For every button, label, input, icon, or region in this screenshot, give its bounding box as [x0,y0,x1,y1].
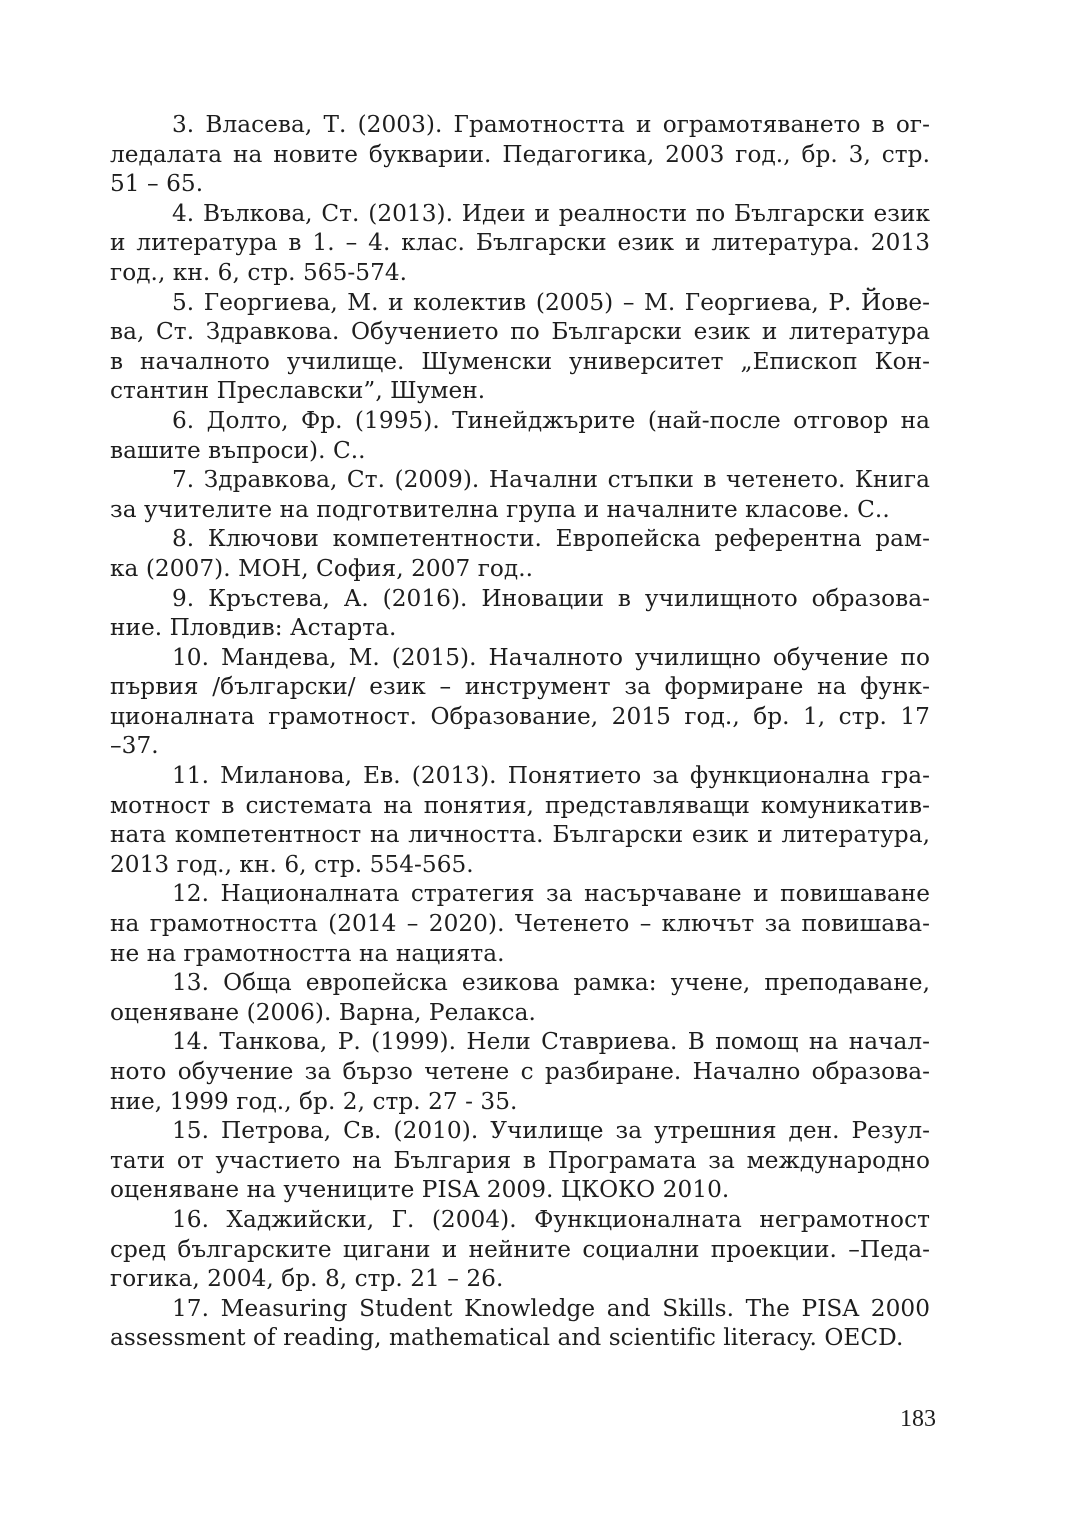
reference-line: 2013 год., кн. 6, стр. 554-565. [110,850,474,878]
reference-line: вашите въпроси). С.. [110,436,366,464]
reference-line: 16. Хаджийски, Г. (2004). Функционалната неграмотност [172,1205,930,1233]
page-number: 183 [900,1406,936,1432]
reference-line: ната компетентност на личността. Български език и литература, [110,821,930,849]
reference-line: 13. Обща европейска езикова рамка: учене, преподаване, [172,969,930,997]
reference-line: и литература в 1. – 4. клас. Български език и литература. 2013 [110,229,930,257]
reference-entry [110,524,930,583]
reference-entry [110,879,930,968]
reference-line: –37. [110,732,159,760]
reference-entry [110,1294,930,1353]
reference-line: оценяване на учениците PISA 2009. ЦКОКО 2010. [110,1176,730,1204]
reference-line: 5. Георгиева, М. и колектив (2005) – М. Георгиева, Р. Йове- [172,288,930,316]
reference-line: ледалата на новите букварии. Педагогика, 2003 год., бр. 3, стр. [110,140,930,168]
reference-line: 4. Вълкова, Ст. (2013). Идеи и реалности по Български език [172,199,930,227]
reference-line: 6. Долто, Фр. (1995). Тинейджърите (най-после отговор на [172,406,930,434]
reference-line: тати от участието на България в Програмата за международно [110,1146,930,1174]
reference-entry [110,761,930,879]
reference-line: гогика, 2004, бр. 8, стр. 21 – 26. [110,1265,504,1293]
reference-entry [110,199,930,288]
reference-line: ние. Пловдив: Астарта. [110,614,397,642]
reference-entry [110,1116,930,1205]
reference-line: ва, Ст. Здравкова. Обучението по Български език и литература [110,318,930,346]
reference-entry [110,1027,930,1116]
reference-line: 51 – 65. [110,170,204,198]
reference-line: стантин Преславски”, Шумен. [110,377,486,405]
reference-line: ка (2007). МОН, София, 2007 год.. [110,554,534,582]
reference-line: първия /български/ език – инструмент за формиране на функ- [110,673,930,701]
reference-entry [110,406,930,465]
reference-line: не на грамотността на нацията. [110,939,505,967]
reference-entry [110,584,930,643]
reference-line: на грамотността (2014 – 2020). Четенето – ключът за повишава- [110,910,930,938]
reference-list [110,110,930,1353]
reference-line: 3. Власева, Т. (2003). Грамотността и ограмотяването в ог- [172,111,930,138]
reference-line: ние, 1999 год., бр. 2, стр. 27 - 35. [110,1087,518,1115]
reference-line: год., кн. 6, стр. 565-574. [110,258,408,286]
reference-line: 9. Кръстева, А. (2016). Иновации в училищното образова- [172,584,930,612]
reference-line: 10. Мандева, М. (2015). Началното училищно обучение по [172,643,930,671]
reference-line: 15. Петрова, Св. (2010). Училище за утрешния ден. Резул- [172,1117,930,1145]
reference-line: 12. Националната стратегия за насърчаване и повишаване [172,880,930,908]
reference-entry [110,968,930,1027]
reference-entry [110,110,930,199]
reference-line: мотност в системата на понятия, представляващи комуникатив- [110,791,930,819]
reference-entry [110,1205,930,1294]
reference-line: за учителите на подготвителна група и началните класове. С.. [110,495,890,523]
reference-line: оценяване (2006). Варна, Релакса. [110,998,536,1026]
reference-line: ционалната грамотност. Образование, 2015 год., бр. 1, стр. 17 [110,702,930,730]
reference-entry [110,465,930,524]
reference-line: assessment of reading, mathematical and scientific literacy. OECD. [110,1324,904,1352]
reference-line: ното обучение за бързо четене с разбиране. Начално образова- [110,1058,930,1085]
reference-line: в началното училище. Шуменски университет „Епископ Кон- [110,347,930,375]
reference-entry [110,643,930,761]
reference-line: 11. Миланова, Ев. (2013). Понятието за функционална гра- [172,762,930,790]
reference-line: 17. Measuring Student Knowledge and Skills. The PISA 2000 [172,1294,930,1322]
reference-entry [110,288,930,406]
reference-line: 14. Танкова, Р. (1999). Нели Ставриева. В помощ на начал- [172,1028,930,1056]
reference-line: 7. Здравкова, Ст. (2009). Начални стъпки в четенето. Книга [172,466,930,494]
reference-line: сред българските цигани и нейните социални проекции. –Педа- [110,1235,930,1263]
reference-line: 8. Ключови компетентности. Европейска референтна рам- [172,525,930,553]
